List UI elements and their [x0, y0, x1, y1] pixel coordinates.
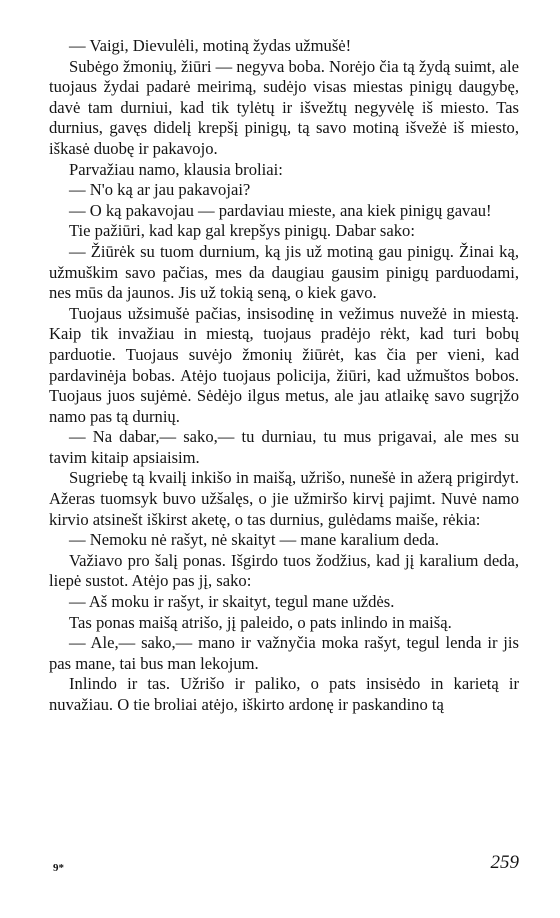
paragraph: Sugriebę tą kvailį inkišo in maišą, užrišo, nunešė in ažerą prigirdyt. Ažeras tuomsyk buvo užšalęs, o jie užmiršo kirvį pajimt. Nuvė namo kirvio atsinešt iškirst aketę, o tas durnius, gulėdams maiše, rėkia:	[49, 468, 519, 529]
paragraph: Tie pažiūri, kad kap gal krepšys pinigų. Dabar sako:	[69, 221, 415, 241]
paragraph: Inlindo ir tas. Užrišo ir paliko, o pats insisėdo in karietą ir nuvažiau. O tie broliai atėjo, iškirto ardonę ir paskandino tą	[49, 674, 519, 714]
page-text	[49, 36, 519, 716]
paragraph: — N'o ką ar jau pakavojai?	[69, 180, 251, 200]
paragraph: — Ale,— sako,— mano ir važnyčia moka rašyt, tegul lenda ir jis pas mane, tai bus man lekojum.	[49, 633, 519, 673]
paragraph: — Vaigi, Dievulėli, motiną žydas užmušė!	[69, 36, 352, 55]
page-footer	[49, 852, 519, 882]
paragraph: — Aš moku ir rašyt, ir skaityt, tegul mane uždės.	[69, 592, 395, 612]
paragraph: — O ką pakavojau — pardaviau mieste, ana kiek pinigų gavau!	[69, 200, 492, 220]
page-number: 259	[490, 852, 519, 873]
signature-mark: 9*	[53, 862, 64, 874]
paragraph: — Na dabar,— sako,— tu durniau, tu mus prigavai, ale mes su tavim kitaip apsiaisim.	[49, 427, 519, 467]
paragraph: — Žiūrėk su tuom durnium, ką jis už motiną gau pinigų. Žinai ką, užmuškim savo pačias, mes da daugiau gausim pinigų parduodami, nes mūs da jaunos. Jis už tokią seną, o kiek gavo.	[49, 241, 519, 303]
paragraph: — Nemoku nė rašyt, nė skaityt — mane karalium deda.	[69, 530, 440, 550]
paragraph: Parvažiau namo, klausia broliai:	[69, 159, 283, 179]
paragraph: Subėgo žmonių, žiūri — negyva boba. Norėjo čia tą žydą suimt, ale tuojaus žydai padarė meirimą, sudėjo visas miestas pinigų daugybę, davė tam durniui, kad tik tylėtų ir išvežtų negyvėlę iš miesto. Tas durnius, gavęs didelį krepšį pinigų, tą savo motiną išvežė iš miesto, iškasė duobę ir pakavojo.	[49, 56, 519, 158]
paragraph: Važiavo pro šalį ponas. Išgirdo tuos žodžius, kad jį karalium deda, liepė sustot. Atėjo pas jį, sako:	[49, 550, 519, 591]
paragraph: Tas ponas maišą atrišo, jį paleido, o pats inlindo in maišą.	[69, 612, 452, 632]
paragraph: Tuojaus užsimušė pačias, insisodinę in vežimus nuvežė in miestą. Kaip tik invažiau in miestą, tuojaus pradėjo rėkt, kad turi bobų parduotie. Tuojaus suvėjo žmonių žiūrėt, kas čia per vieni, kad pardavinėja bobas. Atėjo tuojaus policija, žiūri, kad užmuštos bobos. Tuojaus juos sujėmė. Sėdėjo ilgus metus, ale jau atlaikę savo sugrįžo namo pas tą durnių.	[49, 303, 519, 426]
